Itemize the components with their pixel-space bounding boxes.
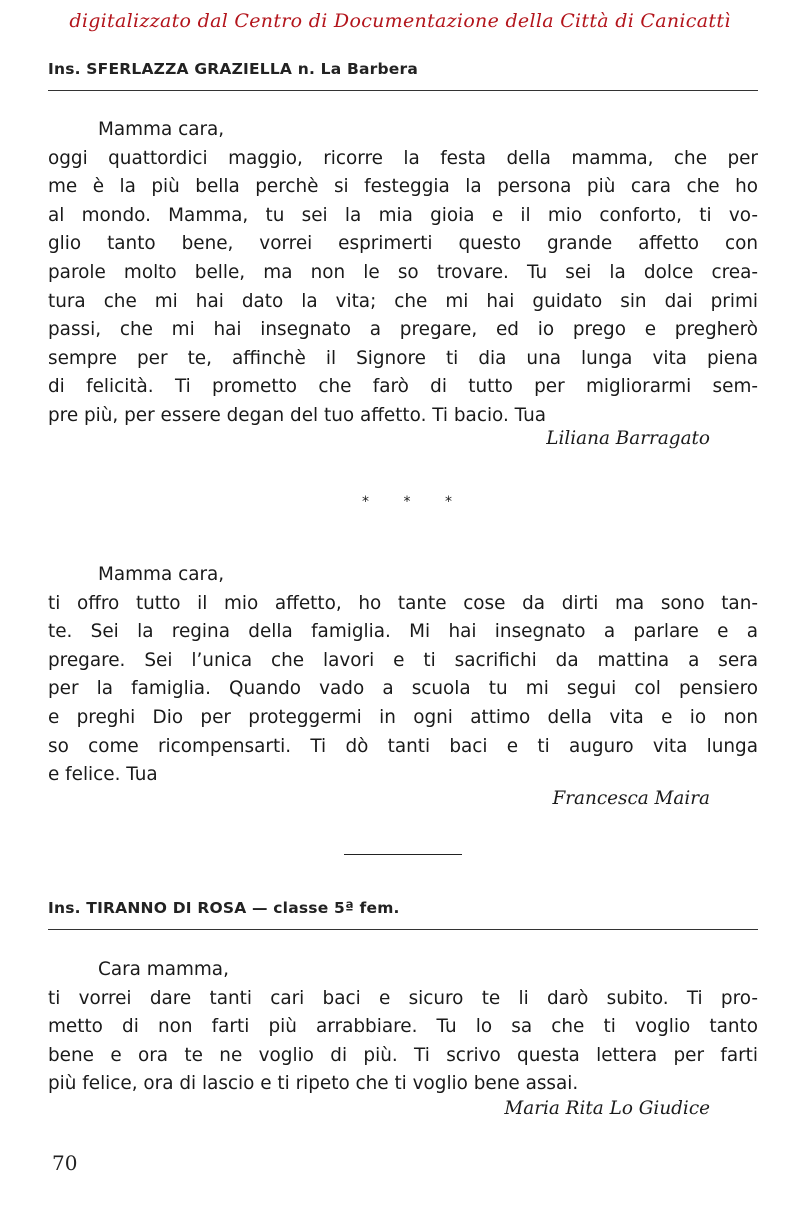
section-header-tiranno: Ins. TIRANNO DI ROSA — classe 5ª fem.	[48, 899, 400, 917]
letter-greeting: Cara mamma,	[98, 959, 229, 980]
letter-line: al mondo. Mamma, tu sei la mia gioia e il mio conforto, ti vo-	[48, 204, 758, 226]
letter-line: pregare. Sei l’unica che lavori e ti sacrifichi da mattina a sera	[48, 649, 758, 671]
letter-line: sempre per te, affinchè il Signore ti dia una lunga vita piena	[48, 347, 758, 369]
letter-line: più felice, ora di lascio e ti ripeto che ti voglio bene assai.	[48, 1073, 579, 1095]
letter-line: oggi quattordici maggio, ricorre la festa della mamma, che per	[48, 147, 758, 169]
letter-line: e preghi Dio per proteggermi in ogni attimo della vita e io non	[48, 706, 758, 728]
letter-line: bene e ora te ne voglio di più. Ti scrivo questa lettera per farti	[48, 1044, 758, 1066]
section-separator-rule	[344, 854, 462, 855]
letter-3	[48, 956, 758, 1099]
header-rule	[48, 90, 758, 91]
page-number: 70	[52, 1151, 78, 1175]
letter-1	[48, 116, 758, 431]
letter-line: ti vorrei dare tanti cari baci e sicuro te li darò subito. Ti pro-	[48, 987, 758, 1009]
letter-line: te. Sei la regina della famiglia. Mi hai insegnato a parlare e a	[48, 621, 758, 643]
letter-2	[48, 561, 758, 790]
letter-line: so come ricompensarti. Ti dò tanti baci e ti auguro vita lunga	[48, 735, 758, 757]
signature-maria-rita: Maria Rita Lo Giudice	[504, 1098, 710, 1119]
separator-star: *	[445, 494, 452, 510]
letter-line: e felice. Tua	[48, 764, 158, 786]
letter-line: glio tanto bene, vorrei esprimerti questo grande affetto con	[48, 233, 758, 255]
letter-greeting: Mamma cara,	[98, 564, 225, 585]
watermark-text: digitalizzato dal Centro di Documentazione della Città di Canicattì	[69, 10, 731, 32]
letter-line: ti offro tutto il mio affetto, ho tante cose da dirti ma sono tan-	[48, 592, 758, 614]
letter-line: per la famiglia. Quando vado a scuola tu mi segui col pensiero	[48, 678, 758, 700]
section-header-sferlazza: Ins. SFERLAZZA GRAZIELLA n. La Barbera	[48, 60, 419, 78]
separator-star: *	[403, 494, 411, 510]
section-separator-stars	[362, 494, 452, 510]
letter-line: metto di non farti più arrabbiare. Tu lo sa che ti voglio tanto	[48, 1016, 758, 1038]
letter-line: parole molto belle, ma non le so trovare. Tu sei la dolce crea-	[48, 261, 758, 283]
letter-line: me è la più bella perchè si festeggia la persona più cara che ho	[48, 176, 758, 198]
letter-line: di felicità. Ti prometto che farò di tutto per migliorarmi sem-	[48, 376, 758, 398]
signature-francesca: Francesca Maira	[552, 788, 710, 809]
header-rule	[48, 929, 758, 930]
letter-greeting: Mamma cara,	[98, 119, 225, 140]
letter-line: pre più, per essere degan del tuo affetto. Ti bacio. Tua	[48, 404, 547, 426]
signature-liliana: Liliana Barragato	[546, 428, 710, 449]
separator-star: *	[362, 494, 369, 510]
letter-line: tura che mi hai dato la vita; che mi hai guidato sin dai primi	[48, 290, 758, 312]
letter-line: passi, che mi hai insegnato a pregare, ed io prego e pregherò	[48, 319, 758, 341]
